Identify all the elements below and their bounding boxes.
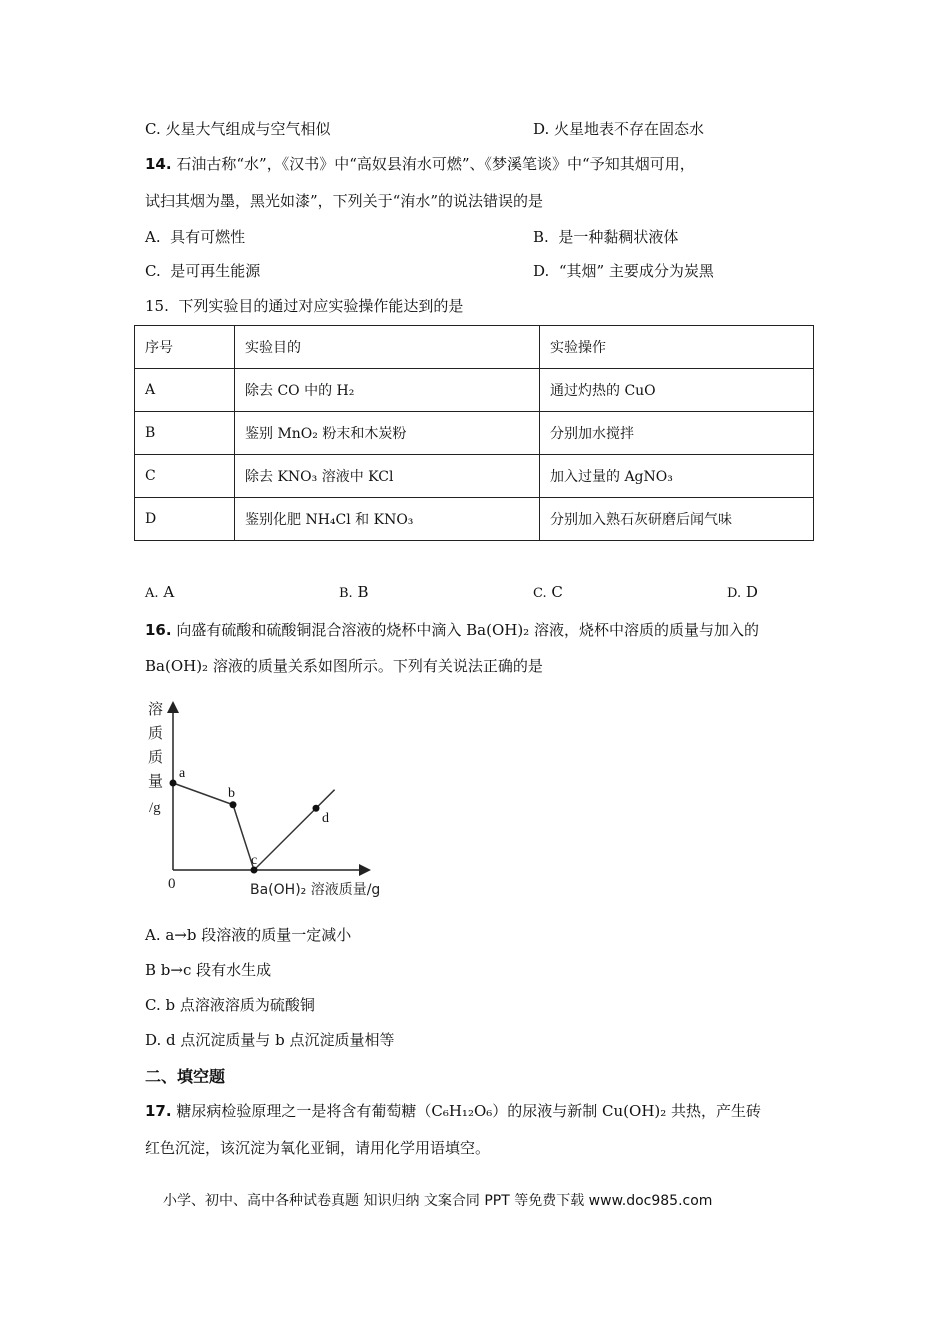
q16-stem-line1: 16. 向盛有硫酸和硫酸铜混合溶液的烧杯中滴入 Ba(OH)₂ 溶液，烧杯中溶质的质量与加入的 [145, 621, 759, 639]
table-cell: D [135, 498, 235, 541]
table-cell: B [135, 412, 235, 455]
table-cell: 加入过量的 AgNO₃ [540, 455, 814, 498]
q17-stem-line1: 17. 糖尿病检验原理之一是将含有葡萄糖（C₆H₁₂O₆）的尿液与新制 Cu(OH)₂ 共热，产生砖 [145, 1102, 762, 1120]
table-cell: C [135, 455, 235, 498]
q14-stem-line1: 14. 石油古称“水”，《汉书》中“高奴县洧水可燃”、《梦溪笔谈》中“予知其烟可用， [145, 155, 695, 173]
y-axis-unit: /g [149, 800, 161, 816]
q15-option-d: D. D [727, 583, 758, 601]
y-axis-label-char: 量 [148, 772, 164, 790]
table-cell: 通过灼热的 CuO [540, 369, 814, 412]
q14-stem-line2: 试扫其烟为墨，黑光如漆”，下列关于“洧水”的说法错误的是 [145, 192, 544, 210]
table-cell: 鉴别化肥 NH₄Cl 和 KNO₃ [235, 498, 540, 541]
y-axis-label-char: 溶 [148, 700, 164, 718]
q15-number: 15. [145, 297, 169, 315]
footer-text: 小学、初中、高中各种试卷真题 知识归纳 文案合同 PPT 等免费下载 www.doc985.com [163, 1193, 713, 1209]
q14-option-c: C. 是可再生能源 [145, 262, 261, 280]
table-cell: A [135, 369, 235, 412]
q14-option-b: B. 是一种黏稠状液体 [533, 228, 679, 246]
q15-option-b: B. B [339, 583, 369, 601]
y-axis-label-char: 质 [148, 748, 164, 766]
point-label-a: a [179, 766, 186, 781]
table-cell: 除去 KNO₃ 溶液中 KCl [235, 455, 540, 498]
q17-number: 17. [145, 1102, 172, 1120]
q14-option-d: D. “其烟” 主要成分为炭黑 [533, 262, 714, 280]
table-row [135, 412, 814, 455]
table-row [135, 498, 814, 541]
table-row [135, 455, 814, 498]
table-cell: 除去 CO 中的 H₂ [235, 369, 540, 412]
q16-number: 16. [145, 621, 172, 639]
q15-stem: 15. 下列实验目的通过对应实验操作能达到的是 [145, 297, 464, 315]
section-title: 二、填空题 [145, 1067, 226, 1086]
solute-mass-chart [140, 690, 410, 905]
origin-label: 0 [168, 876, 176, 892]
experiment-table [134, 325, 814, 541]
x-axis-label: Ba(OH)₂ 溶液质量/g [250, 882, 381, 898]
data-point-b [230, 801, 237, 808]
q16-option-c: C. b 点溶液溶质为硫酸铜 [145, 996, 315, 1014]
q14-number: 14. [145, 155, 172, 173]
q16-option-a: A. a→b 段溶液的质量一定减小 [145, 926, 352, 944]
q16-stem-line2: Ba(OH)₂ 溶液的质量关系如图所示。下列有关说法正确的是 [145, 657, 543, 675]
table-cell: 分别加水搅拌 [540, 412, 814, 455]
q15-option-a: A. A [145, 583, 175, 601]
q13-option-c: C. 火星大气组成与空气相似 [145, 120, 331, 138]
table-cell: 鉴别 MnO₂ 粉末和木炭粉 [235, 412, 540, 455]
table-cell: 分别加入熟石灰研磨后闻气味 [540, 498, 814, 541]
table-header-cell: 实验目的 [235, 326, 540, 369]
table-row [135, 369, 814, 412]
q15-option-c: C. C [533, 583, 563, 601]
q13-option-d: D. 火星地表不存在固态水 [533, 120, 705, 138]
point-label-c: c [251, 853, 258, 868]
table-header-cell: 序号 [135, 326, 235, 369]
q14-option-a: A. 具有可燃性 [145, 228, 246, 246]
q16-option-d: D. d 点沉淀质量与 b 点沉淀质量相等 [145, 1031, 395, 1049]
data-point-d [313, 805, 320, 812]
table-header-row [135, 326, 814, 369]
point-label-b: b [228, 785, 235, 801]
table-header-cell: 实验操作 [540, 326, 814, 369]
q17-stem-line2: 红色沉淀，该沉淀为氧化亚铜，请用化学用语填空。 [145, 1139, 491, 1157]
point-label-d: d [322, 811, 329, 827]
data-point-a [170, 780, 177, 787]
y-axis-label-char: 质 [148, 724, 164, 742]
q16-option-b: B b→c 段有水生成 [145, 961, 272, 979]
